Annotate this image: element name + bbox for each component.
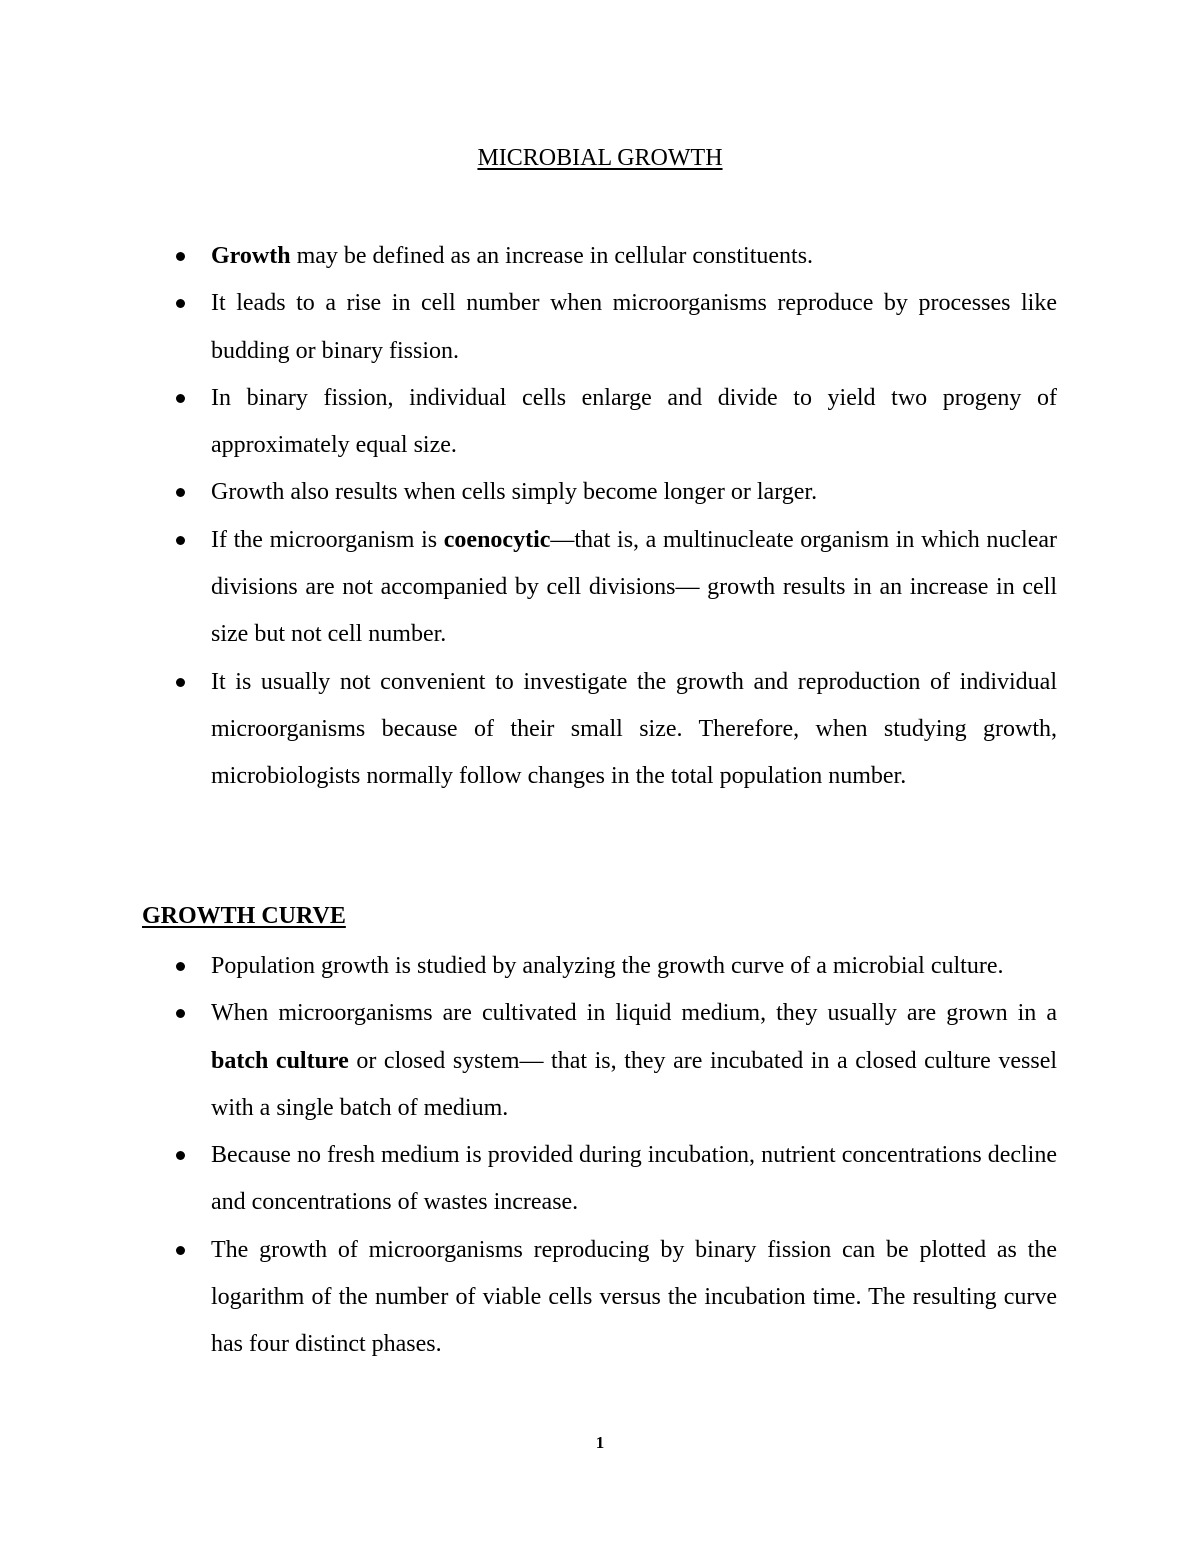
bullet-icon bbox=[176, 252, 185, 261]
list-item bbox=[0, 375, 1200, 470]
bullet-text: Population growth is studied by analyzing the growth curve of a microbial culture. bbox=[211, 953, 1004, 979]
section-heading-growth-curve: GROWTH CURVE bbox=[142, 903, 346, 929]
list-item bbox=[0, 990, 1200, 1132]
bullet-text: Growth also results when cells simply become longer or larger. bbox=[211, 479, 818, 506]
bullet-text: If the microorganism is coenocytic—that is, a multinucleate organism in which nuclear divisions are not accompanied by cell divisions— growth results in an increase in cell size but not cell number. bbox=[211, 526, 1057, 648]
bullet-icon bbox=[176, 1151, 185, 1160]
bullet-icon bbox=[176, 394, 185, 403]
growth-curve-bullet-list bbox=[0, 943, 1200, 1369]
bullet-text: When microorganisms are cultivated in liquid medium, they usually are grown in a batch culture or closed system— that is, they are incubated in a closed culture vessel with a single batch of medium. bbox=[211, 1000, 1058, 1121]
bullet-text: Growth may be defined as an increase in cellular constituents. bbox=[211, 243, 814, 269]
bullet-icon bbox=[176, 488, 185, 497]
bullet-icon bbox=[176, 678, 185, 687]
document-title: MICROBIAL GROWTH bbox=[477, 145, 723, 171]
bullet-icon bbox=[176, 1009, 185, 1018]
list-item bbox=[0, 943, 1200, 990]
bullet-icon bbox=[176, 1246, 185, 1255]
bullet-text: In binary fission, individual cells enlarge and divide to yield two progeny of approximately equal size. bbox=[211, 384, 1057, 459]
bold-term: batch culture bbox=[211, 1047, 349, 1074]
bullet-text: It is usually not convenient to investigate the growth and reproduction of individual microorganisms because of their small size. Therefore, when studying growth, microbiologists normally follow changes in the total population number. bbox=[211, 668, 1057, 790]
bullet-icon bbox=[176, 299, 185, 308]
intro-bullet-list bbox=[0, 233, 1200, 801]
list-item bbox=[0, 1227, 1200, 1369]
bullet-text: It leads to a rise in cell number when microorganisms reproduce by processes like budding or binary fission. bbox=[211, 290, 1057, 364]
bullet-text: Because no fresh medium is provided during incubation, nutrient concentrations decline and concentrations of wastes increase. bbox=[211, 1142, 1057, 1216]
bold-term: coenocytic bbox=[443, 526, 551, 553]
bullet-icon bbox=[176, 962, 185, 971]
bullet-icon bbox=[176, 536, 185, 545]
list-item bbox=[0, 517, 1200, 659]
list-item bbox=[0, 280, 1200, 375]
bullet-text: The growth of microorganisms reproducing by binary fission can be plotted as the logarithm of the number of viable cells versus the incubation time. The resulting curve has four distinct phases. bbox=[211, 1236, 1057, 1358]
list-item bbox=[0, 1132, 1200, 1227]
list-item bbox=[0, 233, 1200, 280]
list-item bbox=[0, 659, 1200, 801]
list-item bbox=[0, 469, 1200, 516]
page-number: 1 bbox=[595, 1433, 605, 1452]
bold-term: Growth bbox=[211, 243, 291, 269]
